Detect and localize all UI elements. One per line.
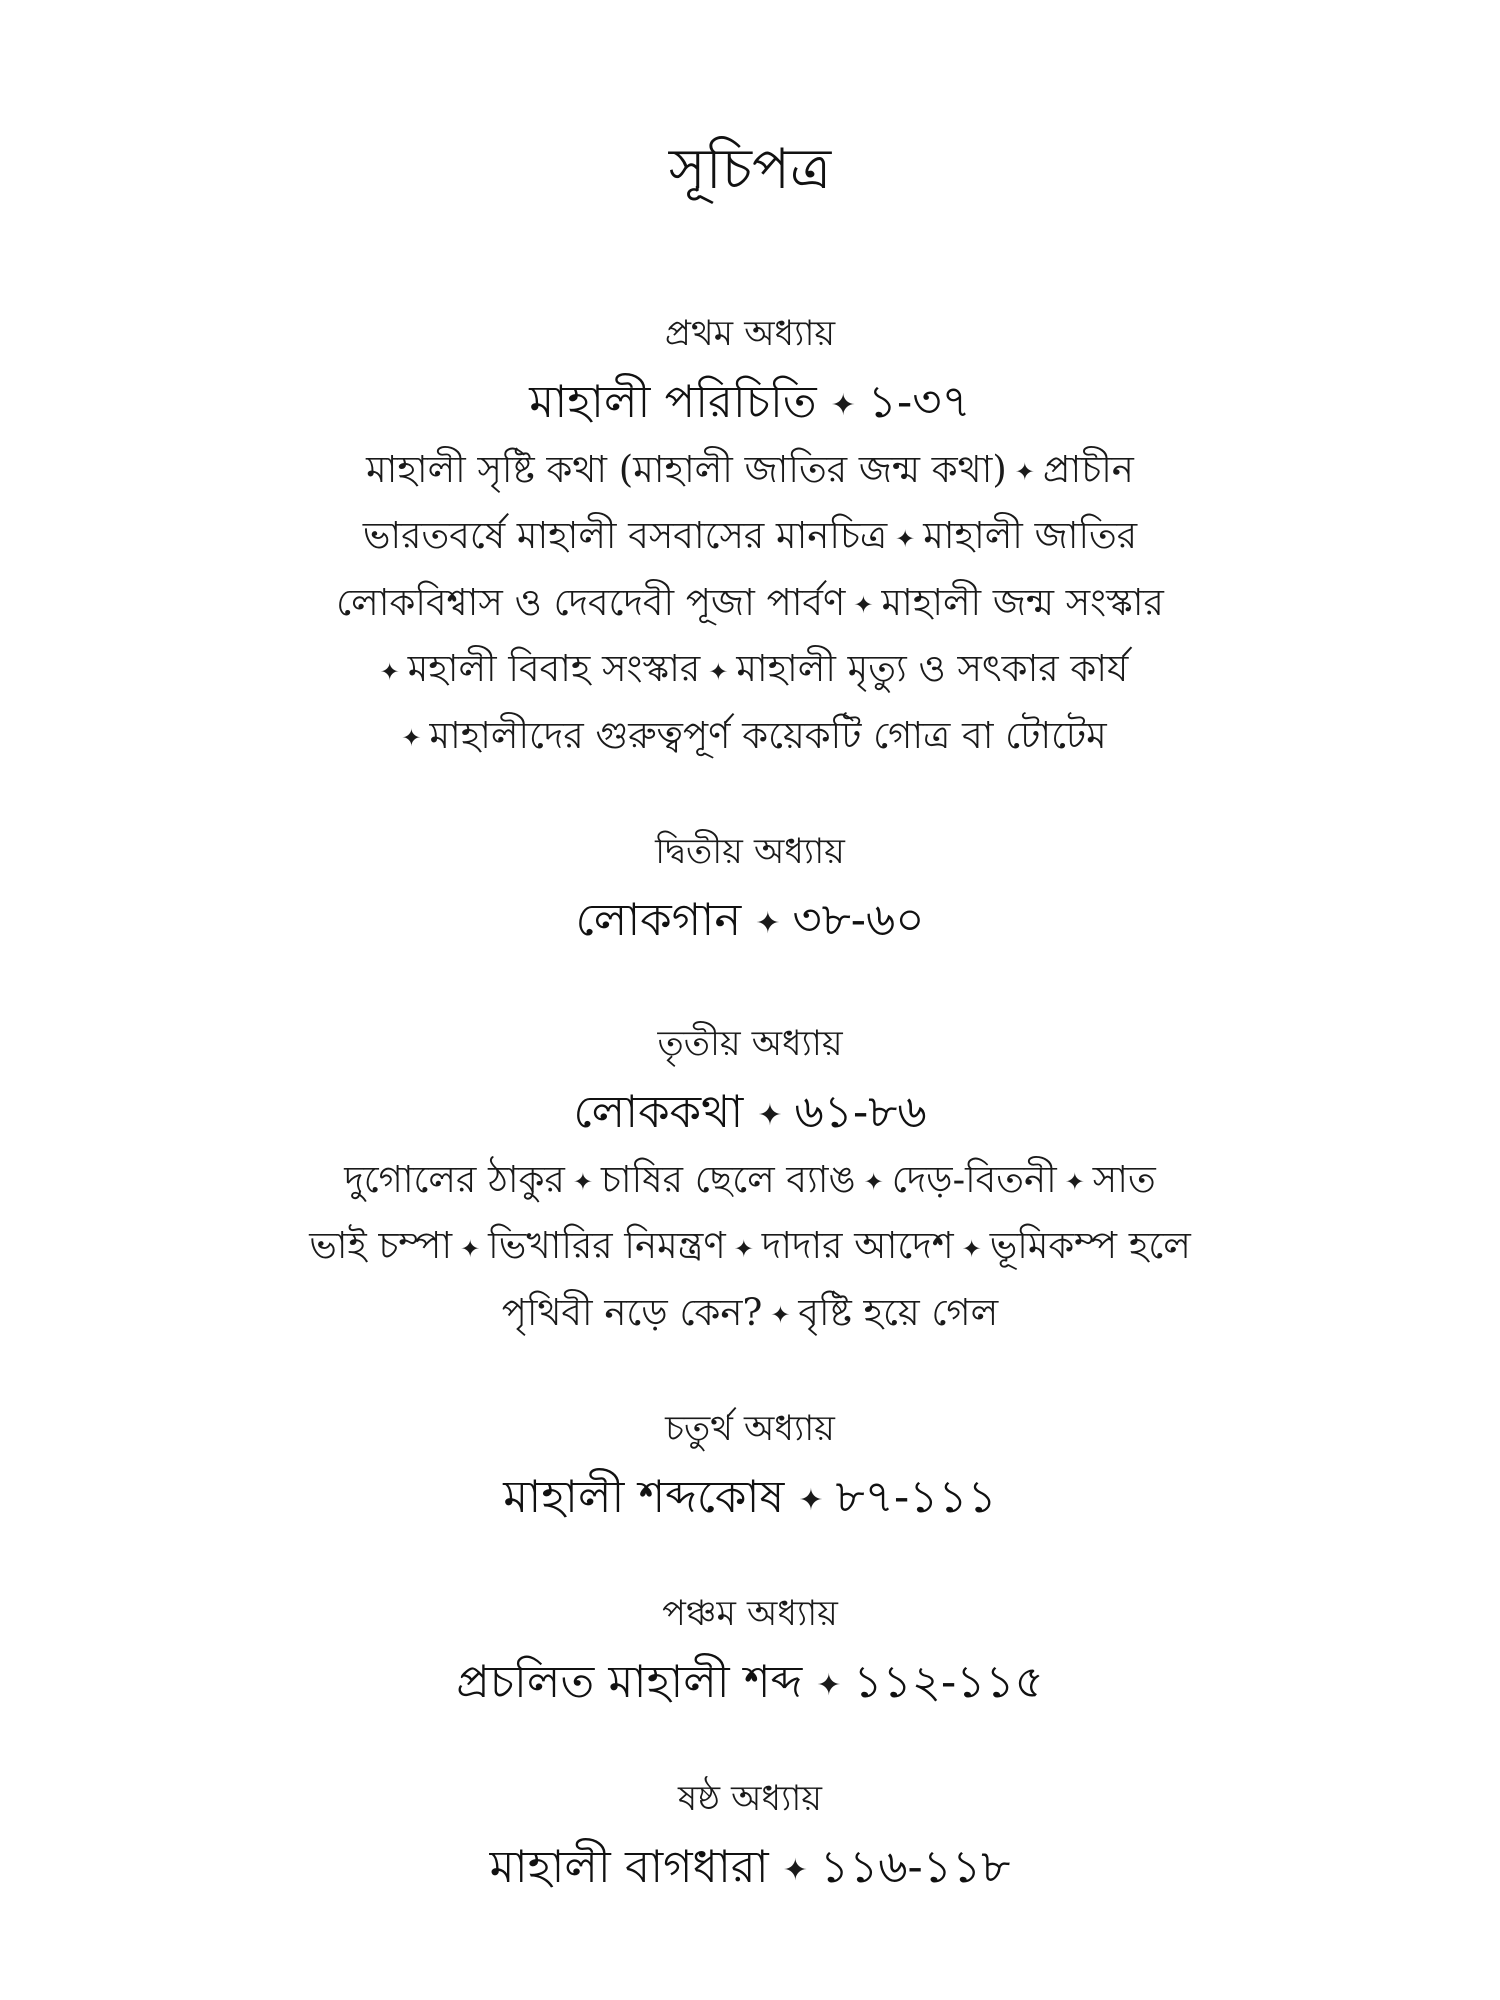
section-title: বৃষ্টি হয়ে গেল	[798, 1290, 999, 1334]
section-title: মাহালী মৃত্যু ও সৎকার কার্য	[736, 647, 1129, 690]
chapter-label: তৃতীয় অধ্যায়	[657, 1024, 843, 1064]
chapter-5	[0, 1590, 1500, 1718]
section-title: মাহালী জাতির	[923, 514, 1138, 557]
chapter-heading	[0, 888, 1500, 956]
star-separator-icon: ✦	[572, 1168, 593, 1196]
section-title: চাষির ছেলে ব্যাঙ	[600, 1157, 856, 1201]
section-title: মাহালী সৃষ্টি কথা (মাহালী জাতির জন্ম কথা)	[366, 447, 1007, 491]
chapter-contents	[0, 438, 1500, 771]
chapter-label: প্রথম অধ্যায়	[664, 314, 836, 354]
section-title: সাত	[1092, 1157, 1156, 1201]
section-title: প্রাচীন	[1042, 447, 1134, 491]
chapter-heading	[0, 1835, 1500, 1903]
chapter-label: পঞ্চম অধ্যায়	[662, 1594, 838, 1634]
chapter-heading	[0, 1650, 1500, 1718]
chapter-page-range: ১-৩৭	[867, 375, 971, 428]
star-separator-icon: ✦	[816, 1667, 842, 1703]
contents-line	[0, 1281, 1500, 1348]
chapter-page-range: ৬১-৮৬	[794, 1085, 927, 1138]
chapter-page-range: ১১৬-১১৮	[819, 1840, 1011, 1893]
star-separator-icon: ✦	[782, 1852, 808, 1888]
star-separator-icon: ✦	[863, 1168, 884, 1196]
section-title: দেড়-বিতনী	[891, 1157, 1057, 1201]
chapter-4	[0, 1405, 1500, 1533]
chapter-3	[0, 1020, 1500, 1347]
chapter-title: লোকগান	[575, 893, 742, 946]
chapter-label: দ্বিতীয় অধ্যায়	[655, 832, 845, 872]
contents-line	[0, 571, 1500, 638]
star-separator-icon: ✦	[1014, 458, 1035, 486]
chapter-heading	[0, 370, 1500, 438]
star-separator-icon: ✦	[708, 657, 729, 686]
chapter-title: মাহালী পরিচিতি	[529, 375, 817, 428]
star-separator-icon: ✦	[460, 1234, 481, 1263]
chapter-contents	[0, 1148, 1500, 1348]
chapter-heading	[0, 1465, 1500, 1533]
chapter-title: মাহালী শব্দকোষ	[503, 1470, 785, 1523]
chapter-page-range: ১১২-১১৫	[853, 1655, 1044, 1708]
section-title: দুগোলের ঠাকুর	[344, 1157, 565, 1201]
contents-line	[0, 637, 1500, 704]
contents-line	[0, 1148, 1500, 1215]
star-separator-icon: ✦	[770, 1301, 791, 1329]
chapter-page-range: ৩৮-৬০	[792, 893, 925, 946]
section-title: মহালী বিবাহ সংস্কার	[407, 647, 701, 690]
chapter-2	[0, 828, 1500, 956]
section-title: পৃথিবী নড়ে কেন?	[501, 1290, 763, 1334]
star-separator-icon: ✦	[755, 905, 781, 941]
star-separator-icon: ✦	[733, 1234, 754, 1263]
page-title: সূচিপত্র	[668, 137, 832, 202]
section-title: মাহালী জন্ম সংস্কার	[881, 580, 1164, 624]
chapter-title: লোককথা	[573, 1085, 744, 1138]
chapter-label: ষষ্ঠ অধ্যায়	[677, 1779, 823, 1819]
chapter-title: মাহালী বাগধারা	[489, 1840, 769, 1893]
star-separator-icon: ✦	[895, 524, 916, 553]
chapter-page-range: ৮৭-১১১	[835, 1470, 997, 1523]
section-title: লোকবিশ্বাস ও দেবদেবী পূজা পার্বণ	[336, 580, 846, 624]
star-separator-icon: ✦	[757, 1097, 783, 1133]
chapter-heading	[0, 1080, 1500, 1148]
section-title: ভিখারির নিমন্ত্রণ	[488, 1224, 726, 1267]
section-title: ভাই চম্পা	[309, 1224, 453, 1267]
section-title: ভূমিকম্প হলে	[989, 1224, 1191, 1267]
section-title: মাহালীদের গুরুত্বপূর্ণ কয়েকটি গোত্র বা টোটেম	[429, 713, 1107, 757]
section-title: দাদার আদেশ	[761, 1224, 954, 1267]
star-separator-icon: ✦	[830, 387, 856, 423]
star-separator-icon: ✦	[798, 1482, 824, 1518]
chapter-6	[0, 1775, 1500, 1903]
chapter-1	[0, 310, 1500, 770]
contents-line	[0, 1214, 1500, 1281]
chapter-label: চতুর্থ অধ্যায়	[665, 1409, 835, 1449]
star-separator-icon: ✦	[379, 657, 400, 686]
star-separator-icon: ✦	[961, 1234, 982, 1263]
contents-line	[0, 504, 1500, 571]
star-separator-icon: ✦	[401, 724, 422, 752]
contents-line	[0, 704, 1500, 771]
chapter-title: প্রচলিত মাহালী শব্দ	[456, 1655, 803, 1708]
section-title: ভারতবর্ষে মাহালী বসবাসের মানচিত্র	[362, 514, 888, 557]
contents-line	[0, 438, 1500, 505]
star-separator-icon: ✦	[853, 591, 874, 619]
star-separator-icon: ✦	[1064, 1168, 1085, 1196]
